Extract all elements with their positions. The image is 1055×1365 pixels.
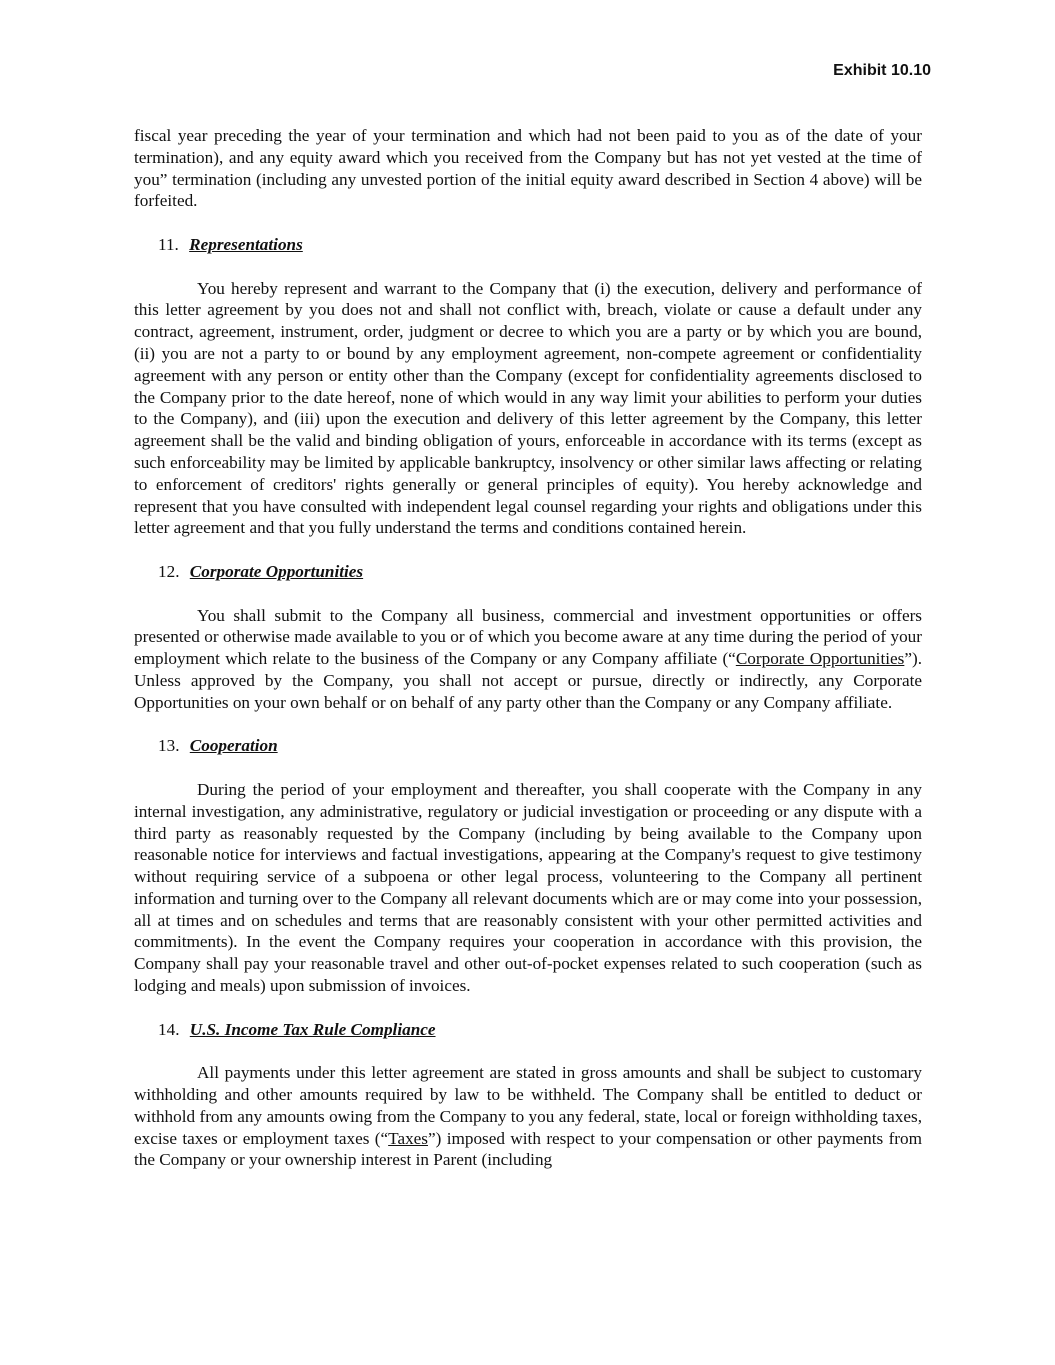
exhibit-label: Exhibit 10.10: [833, 62, 931, 79]
cooperation-paragraph: During the period of your employment and thereafter, you shall cooperate with the Company in any internal investigation, any administrative, regulatory or judicial investigation or proceeding or any dispute with a third party as reasonably requested by the Company (including by being available to the Company upon reasonable notice for interviews and factual investigations, appearing at the Company's request to give testimony without requiring service of a subpoena or other legal process, volunteering to the Company all pertinent information and turning over to the Company all relevant documents which are or may come into your possession, all at times and on schedules and terms that are reasonably consistent with your other permitted activities and commitments). In the event the Company requires your cooperation in accordance with this provision, the Company shall pay your reasonable travel and other out-of-pocket expenses related to such cooperation (such as lodging and meals) upon submission of invoices.: [134, 779, 922, 996]
representations-paragraph: You hereby represent and warrant to the Company that (i) the execution, delivery and performance of this letter agreement by you does not and shall not conflict with, breach, violate or cause a default under any contract, agreement, instrument, order, judgment or decree to which you are a party or by which you are bound, (ii) you are not a party to or bound by any employment agreement, non-compete agreement or confidentiality agreement with any person or entity other than the Company (except for confidentiality agreements disclosed to the Company prior to the date hereof, none of which would in any way limit your abilities to perform your duties to the Company), and (iii) upon the execution and delivery of this letter agreement by the Company, this letter agreement shall be the valid and binding obligation of yours, enforceable in accordance with its terms (except as such enforceability may be limited by applicable bankruptcy, insolvency or other similar laws affecting or relating to enforcement of creditors' rights generally or general principles of equity). You hereby acknowledge and represent that you have consulted with independent legal counsel regarding your rights and obligations under this letter agreement and that you fully understand the terms and conditions contained herein.: [134, 278, 922, 538]
section-heading-representations: [134, 234, 922, 256]
paragraph-text: ”) imposed with respect to your compensation or other payments from the Company or your ownership interest in Parent (including: [134, 1128, 922, 1170]
section-title: U.S. Income Tax Rule Compliance: [189, 1019, 436, 1039]
section-title: Corporate Opportunities: [189, 561, 364, 581]
defined-term: Corporate Opportunities: [735, 649, 905, 669]
paragraph-text: ”). Unless approved by the Company, you shall not accept or pursue, directly or indirectly, any Corporate Opportunities on your own behalf or on behalf of any party other than the Company or any Company affiliate.: [134, 649, 922, 712]
document-body: [134, 125, 922, 1171]
section-title: Cooperation: [189, 736, 278, 756]
paragraph-text: You shall submit to the Company all business, commercial and investment opportunities or offers presented or otherwise made available to you or of which you become aware at any time during the period of your employment which relate to the business of the Company or any Company affiliate (“: [134, 605, 922, 669]
section-heading-cooperation: [134, 735, 922, 757]
section-heading-corporate-opportunities: [134, 561, 922, 583]
paragraph-text: All payments under this letter agreement are stated in gross amounts and shall be subject to customary withholding and other amounts required by law to be withheld. The Company shall be entitled to deduct or withhold from any amounts owing from the Company to you any federal, state, local or foreign withholding taxes, excise taxes or employment taxes (“: [134, 1063, 922, 1148]
tax-compliance-paragraph: [134, 1062, 922, 1171]
defined-term: Taxes: [388, 1128, 428, 1148]
section-number: 12.: [158, 561, 180, 581]
section-number: 11.: [158, 234, 179, 254]
corporate-opportunities-paragraph: [134, 605, 922, 714]
intro-paragraph: fiscal year preceding the year of your termination and which had not been paid to you as of the date of your termination), and any equity award which you received from the Company but has not yet vested at the time of you” termination (including any unvested portion of the initial equity award described in Section 4 above) will be forfeited.: [134, 126, 922, 211]
section-number: 14.: [158, 1019, 180, 1039]
section-number: 13.: [158, 736, 180, 756]
section-heading-tax-compliance: [134, 1019, 922, 1041]
section-title: Representations: [189, 234, 303, 254]
